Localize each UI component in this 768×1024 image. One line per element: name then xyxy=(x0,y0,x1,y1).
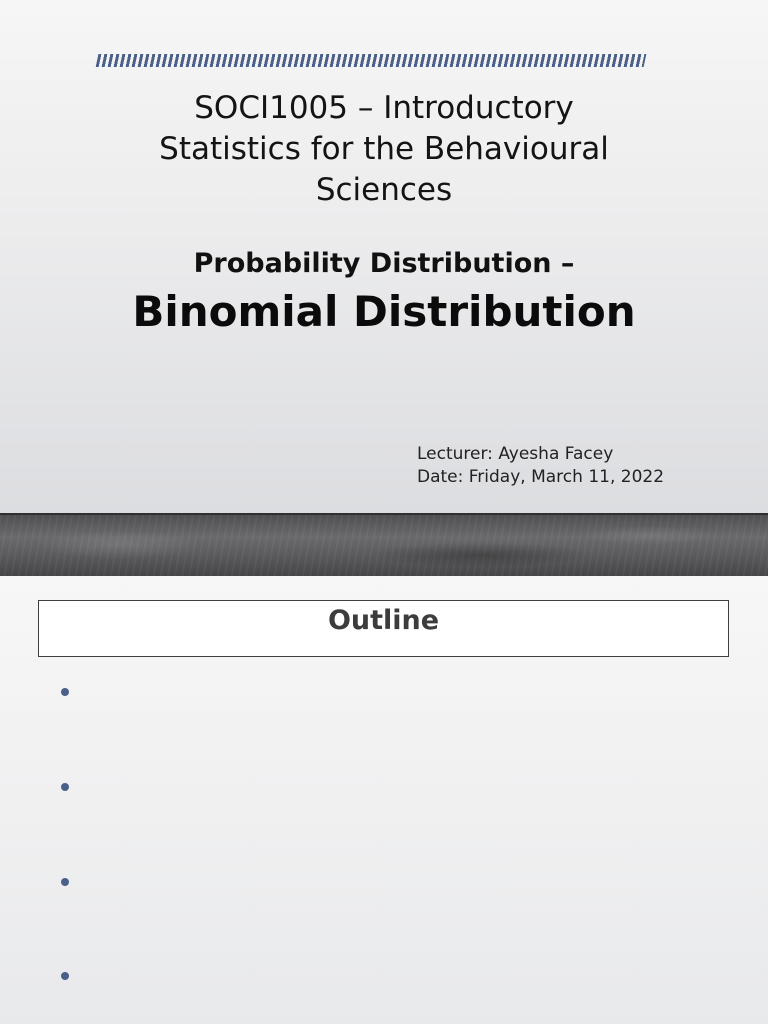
course-title-line: SOCI1005 – Introductory xyxy=(194,90,574,126)
decorative-hatch-bar xyxy=(96,54,647,67)
course-title xyxy=(0,88,768,211)
bullet-point-icon xyxy=(61,688,69,696)
date-text: Date: Friday, March 11, 2022 xyxy=(417,467,665,487)
bullet-point-icon xyxy=(61,878,69,886)
bullet-point-icon xyxy=(61,783,69,791)
outline-slide xyxy=(0,576,768,1024)
lecture-info xyxy=(417,443,664,489)
course-title-line: Statistics for the Behavioural xyxy=(159,131,609,167)
outline-title: Outline xyxy=(327,605,440,636)
subtitle-line-2: Binomial Distribution xyxy=(132,287,636,336)
bullet-point-icon xyxy=(61,972,69,980)
lecturer-text: Lecturer: Ayesha Facey xyxy=(417,444,614,464)
stone-texture-band xyxy=(0,513,768,578)
course-title-line: Sciences xyxy=(315,172,453,208)
subtitle-line-1: Probability Distribution – xyxy=(193,248,575,279)
outline-header-box xyxy=(38,600,729,657)
